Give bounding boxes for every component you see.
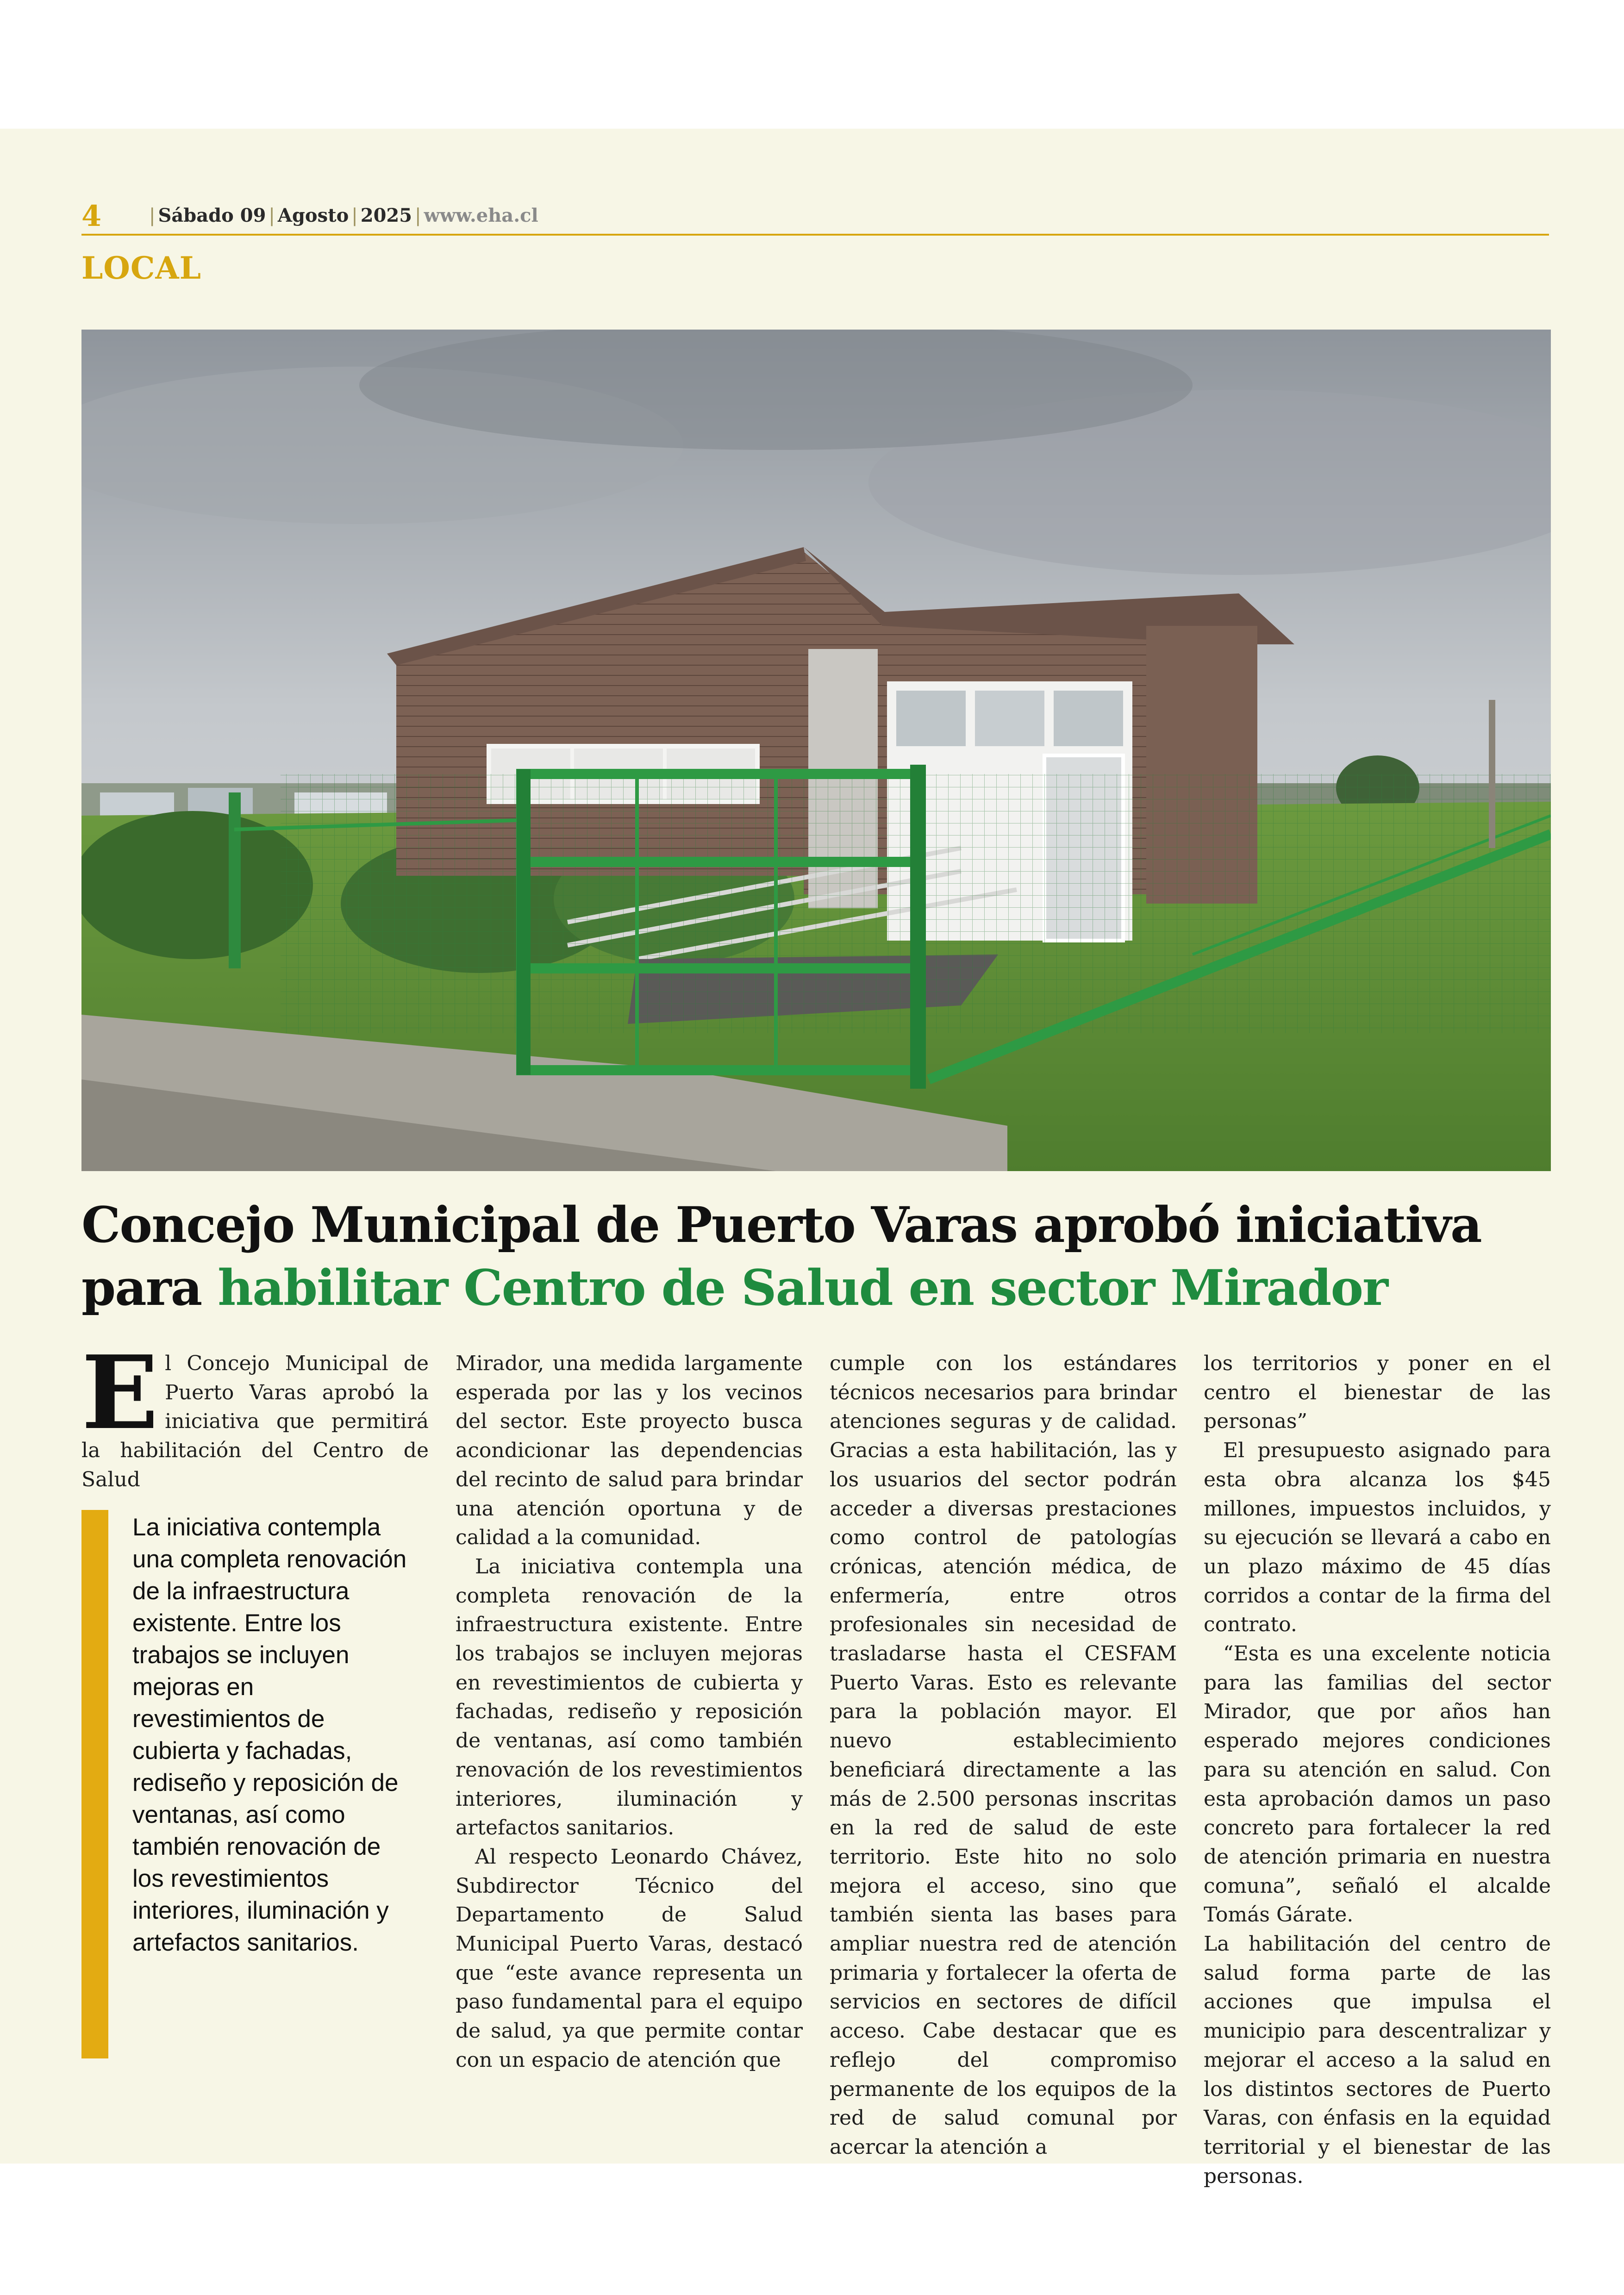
article-column-2 xyxy=(456,1349,803,2075)
health-center-building-photo xyxy=(81,330,1551,1171)
header-year: 2025 xyxy=(360,205,412,226)
paragraph: Al respecto Leonardo Chávez, Subdirector Técnico del Departamento de Salud Municipal Puerto Varas, destacó que “este avance representa un paso fundamental para el equipo de salud, ya que permite contar con un espacio de atención que xyxy=(456,1845,803,2072)
headline xyxy=(81,1193,1558,1319)
header-website[interactable]: www.eha.cl xyxy=(424,205,538,226)
paragraph: “Esta es una excelente noticia para las familias del sector Mirador, que por años han esperado mejores condiciones para su atención en salud. Con esta aprobación damos un paso concreto para fortalecer la red de atención primaria en nuestra comuna”, señaló el alcalde Tomás Gárate. xyxy=(1204,1642,1551,1927)
headline-line-2 xyxy=(81,1256,1558,1319)
separator: | xyxy=(351,205,358,226)
paragraph: l Concejo Municipal de Puerto Varas aprobó la iniciativa que permitirá la habilitación del Centro de Salud xyxy=(81,1352,429,1491)
headline-highlight: habilitar Centro de Salud en sector Mirador xyxy=(218,1259,1387,1316)
paragraph: La iniciativa contempla una completa renovación de la infraestructura existente. Entre los trabajos se incluyen mejoras en revestimientos de cubierta y fachadas, rediseño y reposición de ventanas, así como también renovación de los revestimientos interiores, iluminación y artefactos sanitarios. xyxy=(456,1554,803,1840)
paragraph: Mirador, una medida largamente esperada por las y los vecinos del sector. Este proyecto busca acondicionar las dependencias del recinto de salud para brindar una atención oportuna y de calidad a la comunidad. xyxy=(456,1352,803,1550)
paragraph: El presupuesto asignado para esta obra alcanza los $45 millones, impuestos incluidos, y su ejecución se llevará a cabo en un plazo máximo de 45 días corridos a contar de la firma del contrato. xyxy=(1204,1439,1551,1637)
pullquote-bar xyxy=(81,1510,108,2058)
article-column-3 xyxy=(830,1349,1177,2162)
dropcap: E xyxy=(81,1334,159,1452)
separator: | xyxy=(415,205,421,226)
page-number: 4 xyxy=(81,199,102,233)
paragraph: La habilitación del centro de salud forma parte de las acciones que impulsa el municipio para descentralizar y mejorar el acceso a la salud en los distintos sectores de Puerto Varas, con énfasis en la equidad territorial y el bienestar de las personas. xyxy=(1204,1932,1551,2188)
headline-black: para xyxy=(81,1259,218,1316)
header-meta xyxy=(146,205,538,226)
header-rule xyxy=(81,234,1549,236)
header-month: Agosto xyxy=(277,205,349,226)
paragraph: los territorios y poner en el centro el bienestar de las personas” xyxy=(1204,1352,1551,1434)
article-column-4 xyxy=(1204,1349,1551,2191)
separator: | xyxy=(269,205,275,226)
headline-line-1: Concejo Municipal de Puerto Varas aprobó iniciativa xyxy=(81,1196,1481,1254)
header-day: Sábado 09 xyxy=(158,205,266,226)
separator: | xyxy=(149,205,156,226)
paragraph: cumple con los estándares técnicos necesarios para brindar atenciones seguras y de calidad. Gracias a esta habilitación, las y los usuarios del sector podrán acceder a diversas prestaciones como control de patologías crónicas, atención médica, de enfermería, entre otros profesionales sin necesidad de trasladarse hasta el CESFAM Puerto Varas. Esto es relevante para la población mayor. El nuevo establecimiento beneficiará directamente a las más de 2.500 personas inscritas en la red de salud de este territorio. Este hito no solo mejora el acceso, sino que también sienta las bases para ampliar nuestra red de atención primaria y fortalecer la oferta de servicios en sectores de difícil acceso. Cabe destacar que es reflejo del compromiso permanente de los equipos de la red de salud comunal por acercar la atención a xyxy=(830,1352,1177,2159)
section-label: LOCAL xyxy=(81,250,202,286)
article-column-1 xyxy=(81,1334,429,1495)
pullquote: La iniciativa contempla una completa renovación de la infraestructura existente. Entre los trabajos se incluyen mejoras en revestimientos de cubierta y fachadas, rediseño y reposición de ventanas, así como también renovación de los revestimientos interiores, iluminación y artefactos sanitarios. xyxy=(132,1514,407,1956)
